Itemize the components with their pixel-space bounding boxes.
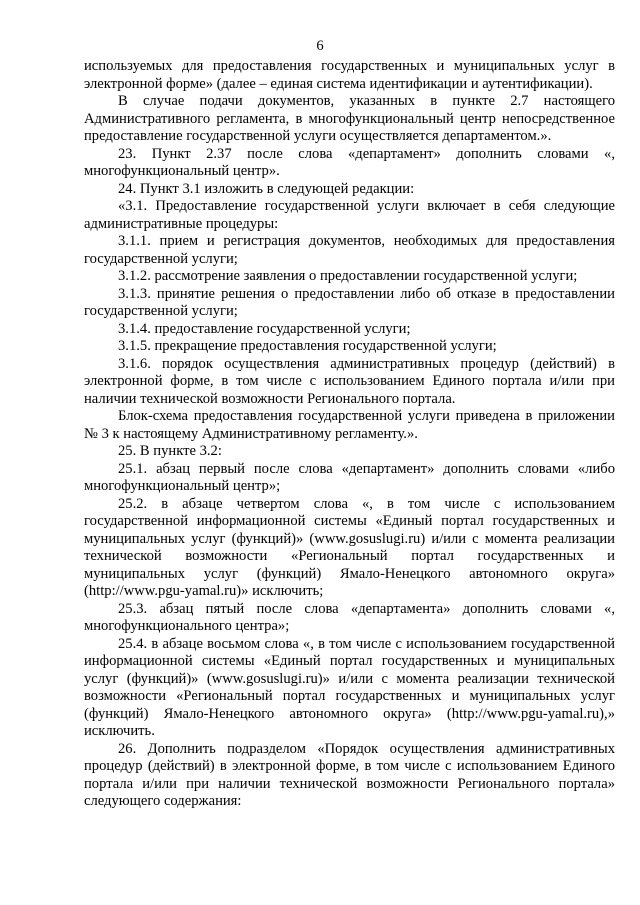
paragraph: В случае подачи документов, указанных в пункте 2.7 настоящего Административного регламента, в многофункциональный центр непосредственное предоставление государственной услуги осуществляется департаментом.». bbox=[84, 93, 615, 144]
paragraph: 24. Пункт 3.1 изложить в следующей редакции: bbox=[118, 180, 415, 197]
paragraph: 25. В пункте 3.2: bbox=[118, 443, 222, 459]
page-number: 6 bbox=[316, 38, 324, 54]
paragraph: 25.4. в абзаце восьмом слова «, в том числе с использованием государственной информационной системы «Единый портал государственных и муниципальных услуг (функций)» (www.gosuslugi.ru)» и/или с момента реализации технической возможности «Региональный портал государственных и муниципальных услуг (функций) Ямало-Ненецкого автономного округа» (http://www.pgu-yamal.ru),» исключить. bbox=[84, 635, 615, 739]
paragraph: 26. Дополнить подразделом «Порядок осуществления административных процедур (действий) в электронной форме, в том числе с использованием Единого портала и/или при наличии технической возможности Регионального портала» следующего содержания: bbox=[84, 740, 615, 809]
paragraph: 3.1.5. прекращение предоставления государственной услуги; bbox=[118, 338, 497, 354]
paragraph: 25.3. абзац пятый после слова «департамента» дополнить словами «, многофункционального центра»; bbox=[84, 600, 615, 634]
paragraph: 3.1.1. прием и регистрация документов, необходимых для предоставления государственной услуги; bbox=[84, 233, 615, 267]
paragraph: 3.1.2. рассмотрение заявления о предоставлении государственной услуги; bbox=[118, 268, 578, 284]
paragraph: 25.1. абзац первый после слова «департамент» дополнить словами «либо многофункциональный центр»; bbox=[84, 460, 615, 494]
paragraph: используемых для предоставления государственных и муниципальных услуг в электронной форме» (далее – единая система идентификации и аутентификации). bbox=[84, 58, 615, 92]
paragraph: 25.2. в абзаце четвертом слова «, в том числе с использованием государственной информационной системы «Единый портал государственных и муниципальных услуг (функций)» (www.gosuslugi.ru) и/или с момента реализации технической возможности «Региональный портал государственных и муниципальных услуг (функций) Ямало-Ненецкого автономного округа» (http://www.pgu-yamal.ru)» исключить; bbox=[84, 495, 615, 599]
paragraph: 23. Пункт 2.37 после слова «департамент» дополнить словами «, многофункциональный центр». bbox=[84, 145, 615, 179]
paragraph: 3.1.6. порядок осуществления административных процедур (действий) в электронной форме, в том числе с использованием Единого портала и/или при наличии технической возможности Регионального портала. bbox=[84, 355, 615, 407]
paragraph: Блок-схема предоставления государственной услуги приведена в приложении № 3 к настоящему Административному регламенту.». bbox=[84, 408, 615, 442]
paragraph: 3.1.4. предоставление государственной услуги; bbox=[118, 320, 411, 337]
paragraph: 3.1.3. принятие решения о предоставлении либо об отказе в предоставлении государственной услуги; bbox=[84, 285, 615, 319]
paragraph: «3.1. Предоставление государственной услуги включает в себя следующие административные процедуры: bbox=[84, 198, 615, 232]
document-body bbox=[84, 58, 615, 811]
